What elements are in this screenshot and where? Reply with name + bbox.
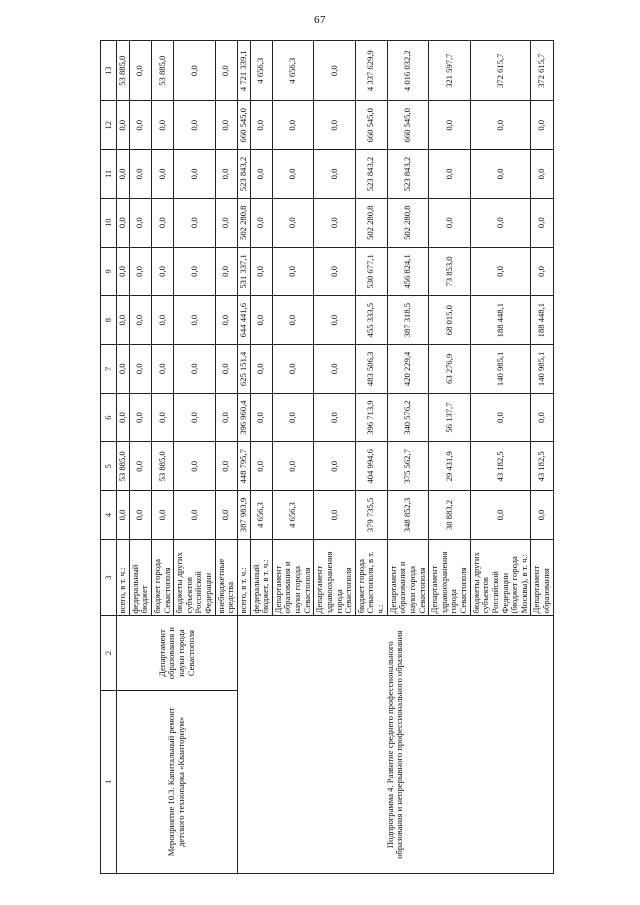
value-cell: 0,0 (129, 101, 151, 150)
value-cell: 0,0 (117, 101, 130, 150)
row-label: Департамент образования и науки города Севастополя (272, 539, 314, 616)
value-cell: 56 137,7 (429, 393, 471, 442)
row-label: внебюджетные средства (215, 539, 237, 616)
value-cell: 523 843,2 (355, 150, 387, 199)
value-cell: 372 615,7 (470, 41, 531, 101)
row-label: Департамент образования (531, 539, 553, 616)
value-cell: 0,0 (117, 198, 130, 247)
value-cell: 0,0 (272, 150, 314, 199)
value-cell: 0,0 (117, 150, 130, 199)
row-label: Департамент образования и науки города Севастополя (387, 539, 429, 616)
value-cell: 43 182,5 (531, 442, 553, 491)
value-cell: 0,0 (174, 198, 216, 247)
value-cell: 0,0 (117, 247, 130, 296)
value-cell: 456 824,1 (387, 247, 429, 296)
value-cell: 53 885,0 (151, 442, 173, 491)
value-cell: 0,0 (174, 491, 216, 540)
value-cell: 375 562,7 (387, 442, 429, 491)
table-container (100, 40, 640, 900)
value-cell: 625 151,4 (237, 345, 250, 394)
value-cell: 73 853,0 (429, 247, 471, 296)
value-cell: 0,0 (531, 150, 553, 199)
row-label: бюджеты других субъектов Российской Федерации (174, 539, 216, 616)
budget-table (100, 40, 554, 874)
value-cell: 660 545,0 (355, 101, 387, 150)
value-cell: 0,0 (174, 393, 216, 442)
value-cell: 0,0 (215, 41, 237, 101)
header-cell: 8 (101, 296, 117, 345)
value-cell: 0,0 (129, 150, 151, 199)
value-cell: 0,0 (117, 345, 130, 394)
value-cell: 0,0 (272, 393, 314, 442)
value-cell: 188 448,1 (531, 296, 553, 345)
value-cell: 0,0 (250, 442, 272, 491)
value-cell: 0,0 (174, 150, 216, 199)
value-cell: 0,0 (174, 247, 216, 296)
value-cell: 0,0 (215, 101, 237, 150)
value-cell: 0,0 (470, 101, 531, 150)
value-cell: 660 545,0 (237, 101, 250, 150)
value-cell: 340 576,2 (387, 393, 429, 442)
value-cell: 29 431,9 (429, 442, 471, 491)
value-cell: 0,0 (314, 296, 356, 345)
row-label: Департамент здравоохранения города Севастополя (314, 539, 356, 616)
value-cell: 4 656,3 (250, 41, 272, 101)
value-cell: 4 656,3 (272, 41, 314, 101)
value-cell: 0,0 (314, 247, 356, 296)
value-cell: 0,0 (215, 247, 237, 296)
header-cell: 11 (101, 150, 117, 199)
value-cell: 0,0 (174, 345, 216, 394)
value-cell: 0,0 (531, 198, 553, 247)
value-cell: 0,0 (215, 393, 237, 442)
value-cell: 30 883,2 (429, 491, 471, 540)
value-cell: 0,0 (151, 345, 173, 394)
value-cell: 660 545,0 (387, 101, 429, 150)
value-cell: 372 615,7 (531, 41, 553, 101)
value-cell: 379 735,5 (355, 491, 387, 540)
header-cell: 2 (101, 616, 117, 690)
value-cell: 321 597,7 (429, 41, 471, 101)
value-cell: 0,0 (250, 198, 272, 247)
value-cell: 0,0 (117, 296, 130, 345)
value-cell: 404 994,6 (355, 442, 387, 491)
value-cell: 0,0 (215, 442, 237, 491)
rotated-table-frame (100, 40, 640, 874)
value-cell: 0,0 (429, 150, 471, 199)
value-cell: 0,0 (215, 150, 237, 199)
value-cell: 502 280,8 (387, 198, 429, 247)
value-cell: 0,0 (470, 393, 531, 442)
value-cell: 0,0 (272, 345, 314, 394)
page-number: 67 (314, 14, 326, 26)
row-label: бюджеты других субъектов Российской Федерации (бюджет города Москвы), в т. ч.: (470, 539, 531, 616)
header-cell: 12 (101, 101, 117, 150)
value-cell: 0,0 (129, 393, 151, 442)
value-cell: 0,0 (429, 101, 471, 150)
value-cell: 0,0 (250, 150, 272, 199)
value-cell: 0,0 (531, 491, 553, 540)
value-cell: 387 318,5 (387, 296, 429, 345)
measure-cell: Мероприятие 10.3. Капитальный ремонт детского технопарка «Кванториум» (117, 690, 238, 873)
value-cell: 483 506,3 (355, 345, 387, 394)
value-cell: 63 276,9 (429, 345, 471, 394)
value-cell: 0,0 (314, 41, 356, 101)
value-cell: 0,0 (314, 491, 356, 540)
value-cell: 0,0 (129, 198, 151, 247)
value-cell: 0,0 (215, 296, 237, 345)
value-cell: 0,0 (174, 296, 216, 345)
header-cell: 9 (101, 247, 117, 296)
table-row (237, 41, 250, 874)
row-label: Департамент здравоохранения города Севастополя (429, 539, 471, 616)
value-cell: 0,0 (151, 150, 173, 199)
value-cell: 0,0 (151, 247, 173, 296)
value-cell: 4 016 032,2 (387, 41, 429, 101)
value-cell: 0,0 (314, 150, 356, 199)
value-cell: 0,0 (129, 345, 151, 394)
value-cell: 68 015,0 (429, 296, 471, 345)
value-cell: 0,0 (215, 491, 237, 540)
value-cell: 396 960,4 (237, 393, 250, 442)
value-cell: 0,0 (314, 442, 356, 491)
value-cell: 0,0 (250, 247, 272, 296)
header-cell: 4 (101, 491, 117, 540)
value-cell: 0,0 (470, 198, 531, 247)
value-cell: 0,0 (129, 247, 151, 296)
row-label: бюджет города Севастополя (151, 539, 173, 616)
value-cell: 0,0 (531, 247, 553, 296)
value-cell: 523 843,2 (387, 150, 429, 199)
header-cell: 6 (101, 393, 117, 442)
value-cell: 0,0 (250, 345, 272, 394)
value-cell: 0,0 (174, 101, 216, 150)
value-cell: 0,0 (129, 296, 151, 345)
value-cell: 502 280,8 (355, 198, 387, 247)
value-cell: 0,0 (151, 198, 173, 247)
value-cell: 530 677,1 (355, 247, 387, 296)
value-cell: 43 182,5 (470, 442, 531, 491)
row-label: всего, в т. ч.: (237, 539, 250, 616)
value-cell: 140 985,1 (531, 345, 553, 394)
row-label: всего, в т. ч.: (117, 539, 130, 616)
header-cell: 3 (101, 539, 117, 616)
value-cell: 0,0 (272, 247, 314, 296)
value-cell: 0,0 (129, 442, 151, 491)
value-cell: 0,0 (129, 491, 151, 540)
value-cell: 53 885,0 (151, 41, 173, 101)
value-cell: 0,0 (174, 442, 216, 491)
value-cell: 4 656,3 (272, 491, 314, 540)
value-cell: 53 885,0 (117, 442, 130, 491)
row-label: федеральный бюджет (129, 539, 151, 616)
value-cell: 0,0 (272, 442, 314, 491)
header-cell: 10 (101, 198, 117, 247)
value-cell: 0,0 (215, 345, 237, 394)
value-cell: 0,0 (314, 393, 356, 442)
value-cell: 396 713,9 (355, 393, 387, 442)
value-cell: 0,0 (272, 296, 314, 345)
subprogram-cell: Подпрограмма 4. Развитие среднего профессионального образования и непрерывного профессионального образования (237, 616, 553, 874)
header-cell: 1 (101, 690, 117, 873)
value-cell: 0,0 (531, 393, 553, 442)
value-cell: 0,0 (250, 296, 272, 345)
header-row (101, 41, 117, 874)
value-cell: 523 843,2 (237, 150, 250, 199)
value-cell: 0,0 (272, 101, 314, 150)
value-cell: 455 333,5 (355, 296, 387, 345)
value-cell: 140 985,1 (470, 345, 531, 394)
value-cell: 53 885,0 (117, 41, 130, 101)
value-cell: 0,0 (531, 101, 553, 150)
value-cell: 4 656,3 (250, 491, 272, 540)
header-cell: 7 (101, 345, 117, 394)
value-cell: 0,0 (215, 198, 237, 247)
value-cell: 188 448,1 (470, 296, 531, 345)
header-cell: 13 (101, 41, 117, 101)
value-cell: 0,0 (129, 41, 151, 101)
value-cell: 0,0 (250, 393, 272, 442)
value-cell: 0,0 (470, 150, 531, 199)
value-cell: 0,0 (272, 198, 314, 247)
value-cell: 420 229,4 (387, 345, 429, 394)
value-cell: 0,0 (314, 198, 356, 247)
value-cell: 0,0 (470, 491, 531, 540)
value-cell: 0,0 (151, 491, 173, 540)
row-label: федеральный бюджет, в т. ч.: (250, 539, 272, 616)
value-cell: 531 337,1 (237, 247, 250, 296)
value-cell: 0,0 (174, 41, 216, 101)
value-cell: 0,0 (117, 393, 130, 442)
row-label: бюджет города Севастополя, в т. ч.: (355, 539, 387, 616)
value-cell: 4 721 339,1 (237, 41, 250, 101)
value-cell: 0,0 (117, 491, 130, 540)
value-cell: 4 337 629,9 (355, 41, 387, 101)
value-cell: 0,0 (470, 247, 531, 296)
value-cell: 0,0 (429, 198, 471, 247)
value-cell: 0,0 (151, 393, 173, 442)
value-cell: 387 983,9 (237, 491, 250, 540)
table-row (117, 41, 130, 874)
value-cell: 502 280,8 (237, 198, 250, 247)
value-cell: 0,0 (151, 296, 173, 345)
table-body (117, 41, 554, 874)
value-cell: 644 441,6 (237, 296, 250, 345)
value-cell: 348 852,3 (387, 491, 429, 540)
value-cell: 0,0 (151, 101, 173, 150)
value-cell: 448 795,7 (237, 442, 250, 491)
header-cell: 5 (101, 442, 117, 491)
value-cell: 0,0 (314, 101, 356, 150)
value-cell: 0,0 (250, 101, 272, 150)
value-cell: 0,0 (314, 345, 356, 394)
executor-cell: Департамент образования и науки города Севастополя (117, 616, 238, 690)
